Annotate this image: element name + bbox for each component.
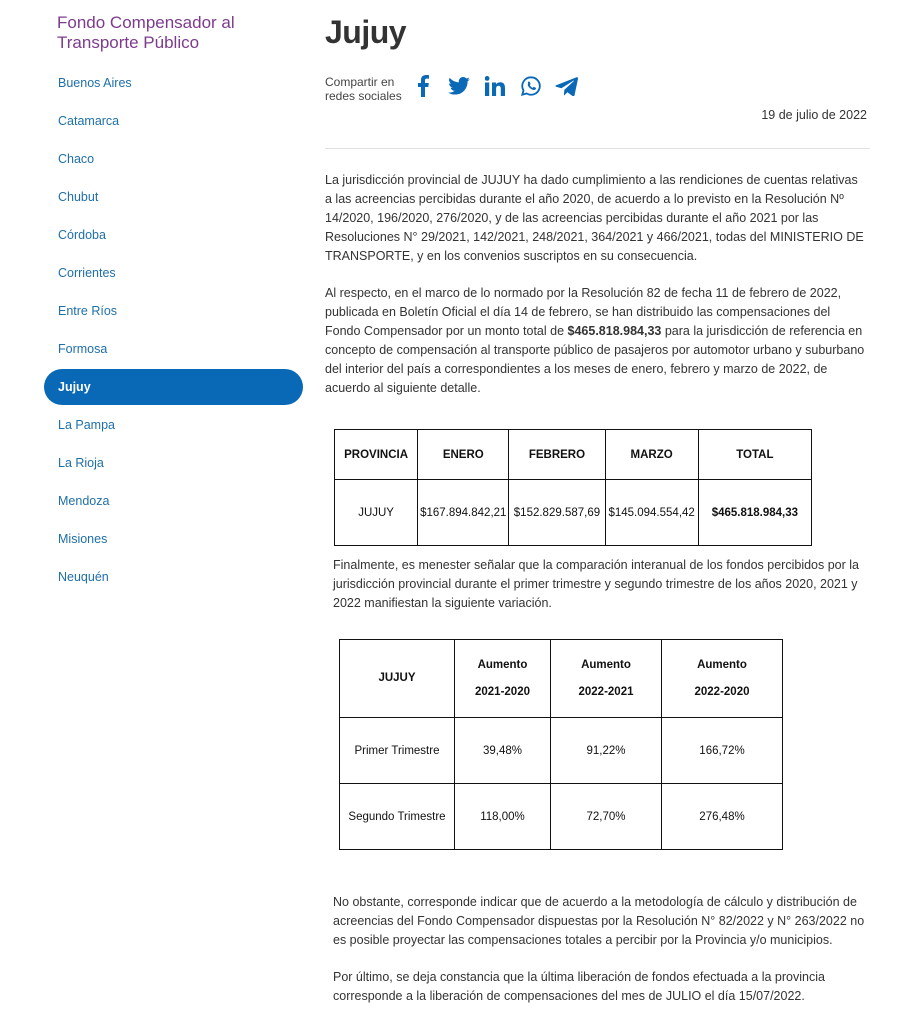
nav-item-formosa[interactable]: Formosa [58,342,108,356]
table-header-cell [340,640,455,718]
variation-table [339,639,783,850]
header-line-2: 2021-2020 [475,685,530,698]
province-nav [44,64,303,596]
nav-item-chaco[interactable]: Chaco [58,152,95,166]
table-row [340,718,783,784]
table-header-cell [455,640,551,718]
table-header-cell: FEBRERO [509,430,605,480]
site-title[interactable]: Fondo Compensador al Transporte Público [57,13,235,52]
table-cell: $167.894.842,21 [418,480,509,546]
page-title: Jujuy [325,14,407,50]
nav-item-la-rioja[interactable]: La Rioja [58,456,104,470]
table-cell: $152.829.587,69 [509,480,605,546]
paragraph-distribucion-text-a: Al respecto, en el marco de lo normado por la Resolución 82 de fecha 11 de febrero de 2022, publicada en Boletín Oficial el día 14 de febrero, se han distribuido las compensaciones del Fondo Compensador por un monto total de [325,286,842,338]
share-label-line-2: redes sociales [325,89,402,103]
table-cell: $145.094.554,42 [605,480,698,546]
facebook-icon[interactable] [410,73,436,99]
header-line-1: JUJUY [378,672,416,684]
nav-item-catamarca[interactable]: Catamarca [58,114,120,128]
table-cell: 166,72% [662,718,783,784]
table-cell: 91,22% [551,718,662,784]
table-cell: JUJUY [335,480,418,546]
nav-item-neuquen[interactable]: Neuquén [58,570,109,584]
linkedin-icon[interactable] [482,73,508,99]
header-line-1: Aumento [581,658,631,671]
nav-item-cordoba[interactable]: Córdoba [58,228,106,242]
table-cell: Primer Trimestre [340,718,455,784]
share-label-line-1: Compartir en [325,75,395,89]
paragraph-distribucion-text-b: para la jurisdicción de referencia en concepto de compensación al transporte público de pasajeros por automotor urbano y suburbano del interior del país a correspondientes a los meses de enero, febrero y marzo de 2022, de acuerdo al siguiente detalle. [325,324,865,395]
table-header-cell: TOTAL [698,430,811,480]
share-label [325,75,410,103]
table-cell: 72,70% [551,784,662,850]
header-line-1: Aumento [697,658,747,671]
table-cell: 39,48% [455,718,551,784]
header-line-1: Aumento [477,658,528,671]
paragraph-rendiciones: La jurisdicción provincial de JUJUY ha dado cumplimiento a las rendiciones de cuentas relativas a las acreencias percibidas durante el año 2020, de acuerdo a lo previsto en la Resolución Nº 14/2020, 196/2020, 276/2020, y de las acreencias percibidas durante el año 2021 por las Resoluciones N° 29/2021, 142/2021, 248/2021, 364/2021 y 466/2021, todas del MINISTERIO DE TRANSPORTE, y en los convenios suscriptos en su consecuencia. [325,173,864,263]
share-icons [410,73,580,99]
table-row [340,784,783,850]
whatsapp-icon[interactable] [518,73,544,99]
telegram-icon[interactable] [554,73,580,99]
table-cell: 276,48% [662,784,783,850]
total-amount: $465.818.984,33 [567,324,662,338]
nav-item-corrientes[interactable]: Corrientes [58,266,116,280]
nav-item-jujuy[interactable]: Jujuy [44,369,303,405]
table-header-cell [662,640,783,718]
paragraph-liberacion: Por último, se deja constancia que la última liberación de fondos efectuada a la provincia corresponde a la liberación de compensaciones del mes de JULIO el día 15/07/2022. [333,970,825,1003]
nav-item-la-pampa[interactable]: La Pampa [58,418,115,432]
paragraph-distribucion [325,284,865,398]
nav-item-entre-rios[interactable]: Entre Ríos [58,304,118,318]
compensation-table [334,429,812,546]
publication-date: 19 de julio de 2022 [761,108,867,122]
table-header-cell: MARZO [605,430,698,480]
nav-item-buenos-aires[interactable]: Buenos Aires [58,76,132,90]
table-row [335,480,812,546]
table-cell: 118,00% [455,784,551,850]
table-header-cell [551,640,662,718]
table-header-cell: ENERO [418,430,509,480]
table-cell-total: $465.818.984,33 [698,480,811,546]
header-line-2: 2022-2020 [694,685,750,698]
paragraph-variacion: Finalmente, es menester señalar que la comparación interanual de los fondos percibidos por la jurisdicción provincial durante el primer trimestre y segundo trimestre de los años 2020, 2021 y 2022 manifiestan la siguiente variación. [333,558,859,610]
table-header-cell: PROVINCIA [335,430,418,480]
nav-item-mendoza[interactable]: Mendoza [58,494,110,508]
table-header-row [335,430,812,480]
table-header-row [340,640,783,718]
table-cell: Segundo Trimestre [340,784,455,850]
divider [325,148,870,149]
nav-item-chubut[interactable]: Chubut [58,190,99,204]
twitter-icon[interactable] [446,73,472,99]
nav-item-misiones[interactable]: Misiones [58,532,108,546]
header-line-2: 2022-2021 [578,685,634,698]
paragraph-metodologia: No obstante, corresponde indicar que de acuerdo a la metodología de cálculo y distribución de acreencias del Fondo Compensador dispuestas por la Resolución N° 82/2022 y N° 263/2022 no es posible proyectar las compensaciones totales a percibir por la Provincia y/o municipios. [333,895,865,947]
